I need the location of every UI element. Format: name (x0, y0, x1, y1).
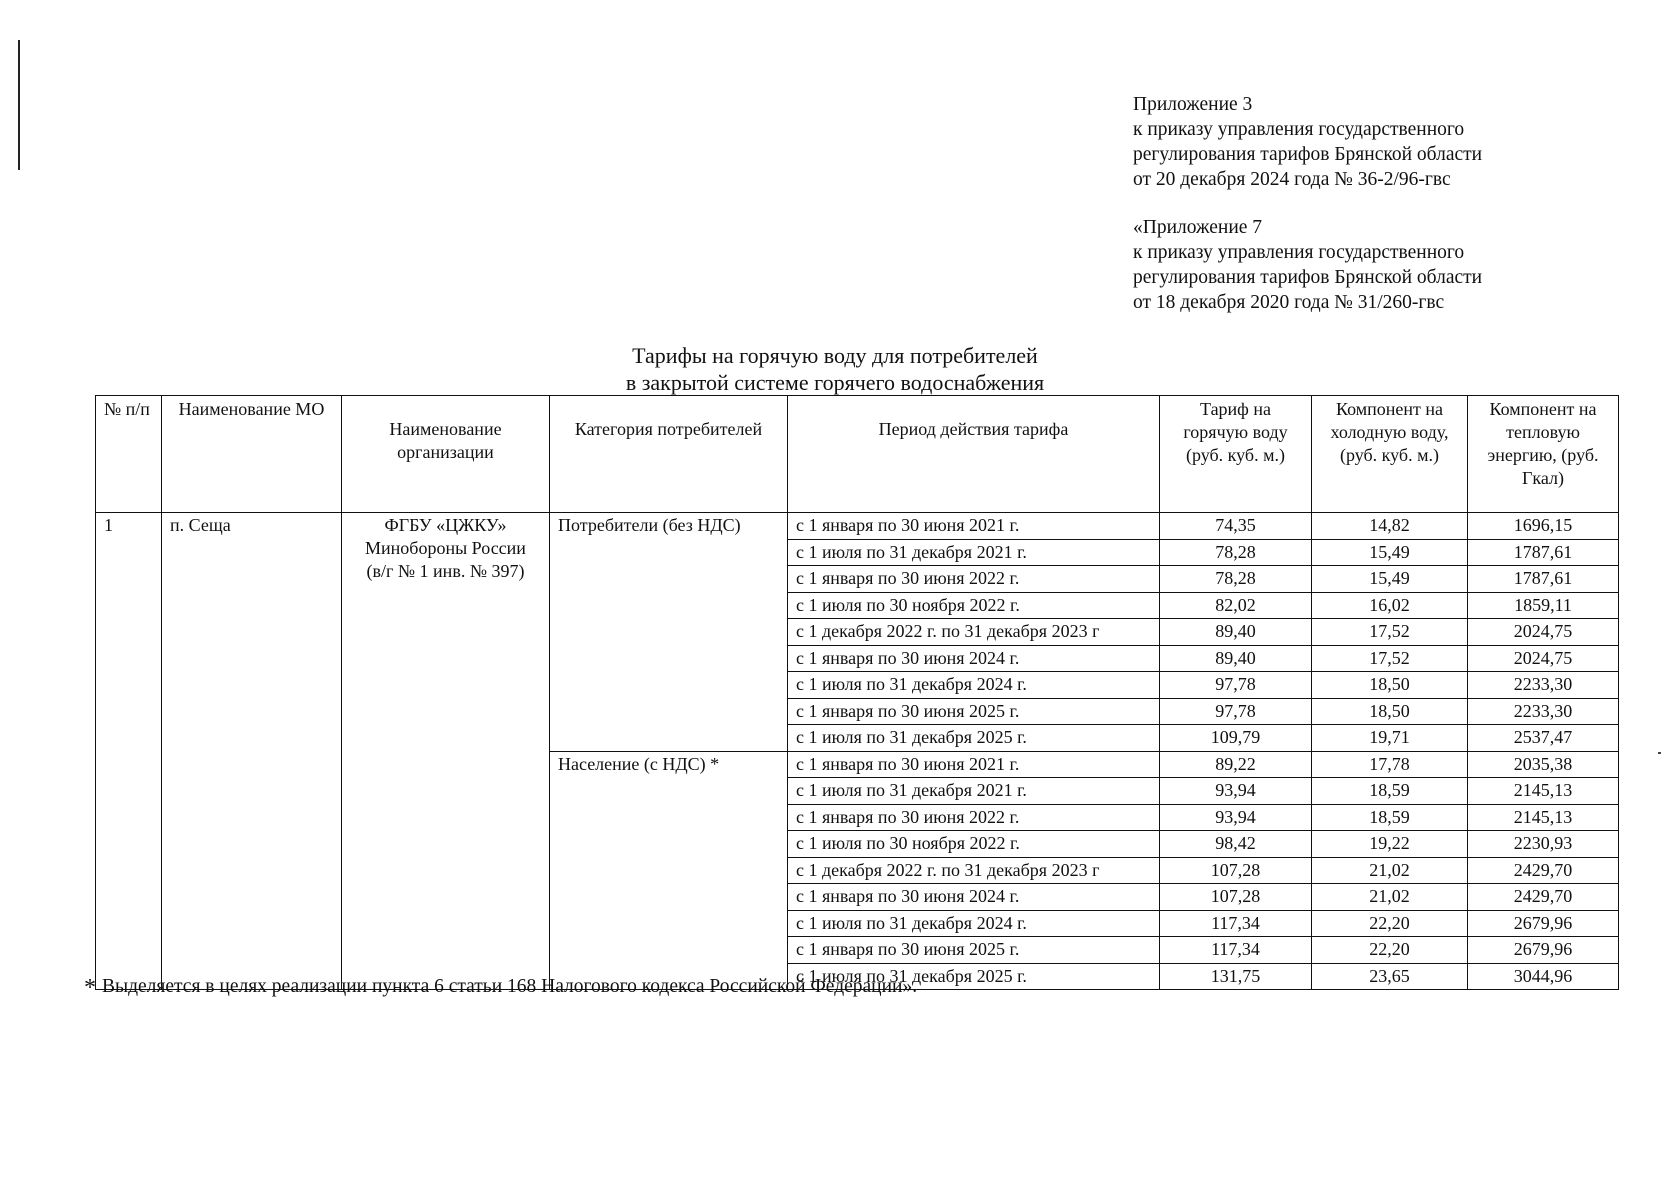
cold-water-component: 15,49 (1312, 539, 1468, 566)
consumer-category: Потребители (без НДС) (550, 513, 788, 752)
cold-water-component: 17,52 (1312, 645, 1468, 672)
tariff-value: 107,28 (1160, 884, 1312, 911)
cold-water-component: 19,71 (1312, 725, 1468, 752)
organization-name (342, 513, 550, 990)
tariff-period: с 1 января по 30 июня 2024 г. (788, 884, 1160, 911)
cold-water-component: 16,02 (1312, 592, 1468, 619)
tariff-period: с 1 июля по 31 декабря 2021 г. (788, 778, 1160, 805)
tariff-value: 93,94 (1160, 804, 1312, 831)
header-cold-component: Компонент на холодную воду, (руб. куб. м.) (1312, 396, 1468, 513)
tariff-value: 78,28 (1160, 539, 1312, 566)
appendix-line: «Приложение 7 (1133, 217, 1263, 238)
tariff-value: 117,34 (1160, 937, 1312, 964)
cold-water-component: 15,49 (1312, 566, 1468, 593)
tariff-value: 89,22 (1160, 751, 1312, 778)
cold-water-component: 17,78 (1312, 751, 1468, 778)
title-line: в закрытой системе горячего водоснабжения (625, 370, 1045, 395)
tariff-value: 89,40 (1160, 619, 1312, 646)
header-index: № п/п (96, 396, 162, 513)
appendix-line: от 18 декабря 2020 года № 31/260-гвс (1133, 292, 1445, 313)
tariff-value: 97,78 (1160, 698, 1312, 725)
cold-water-component: 14,82 (1312, 513, 1468, 540)
heat-energy-component: 2145,13 (1468, 778, 1619, 805)
heat-energy-component: 2024,75 (1468, 619, 1619, 646)
organization-line: (в/г № 1 инв. № 397) (366, 561, 525, 581)
cold-water-component: 18,50 (1312, 698, 1468, 725)
heat-energy-component: 2429,70 (1468, 884, 1619, 911)
cold-water-component: 18,50 (1312, 672, 1468, 699)
tariff-value: 78,28 (1160, 566, 1312, 593)
table-header-row (96, 396, 1619, 513)
heat-energy-component: 2035,38 (1468, 751, 1619, 778)
tariff-period: с 1 января по 30 июня 2021 г. (788, 513, 1160, 540)
cold-water-component: 21,02 (1312, 857, 1468, 884)
cold-water-component: 18,59 (1312, 778, 1468, 805)
appendix-line: регулирования тарифов Брянской области (1133, 144, 1483, 165)
table-body (96, 513, 1619, 990)
tariff-period: с 1 января по 30 июня 2025 г. (788, 698, 1160, 725)
appendix-line: к приказу управления государственного (1133, 119, 1465, 140)
tariff-value: 117,34 (1160, 910, 1312, 937)
title-line: Тарифы на горячую воду для потребителей (632, 343, 1038, 368)
cold-water-component: 19,22 (1312, 831, 1468, 858)
appendix-line: от 20 декабря 2024 года № 36-2/96-гвс (1133, 169, 1451, 190)
footnote-text: Выделяется в целях реализации пункта 6 статьи 168 Налогового кодекса Российской Федерации». (102, 976, 918, 997)
tariff-period: с 1 июля по 31 декабря 2024 г. (788, 672, 1160, 699)
heat-energy-component: 3044,96 (1468, 963, 1619, 990)
heat-energy-component: 2537,47 (1468, 725, 1619, 752)
heat-energy-component: 2233,30 (1468, 672, 1619, 699)
tariff-period: с 1 января по 30 июня 2024 г. (788, 645, 1160, 672)
tariff-period: с 1 июля по 31 декабря 2024 г. (788, 910, 1160, 937)
tariff-period: с 1 июля по 30 ноября 2022 г. (788, 831, 1160, 858)
consumer-category: Население (с НДС) * (550, 751, 788, 990)
cold-water-component: 23,65 (1312, 963, 1468, 990)
heat-energy-component: 1787,61 (1468, 566, 1619, 593)
row-index: 1 (96, 513, 162, 990)
tariff-period: с 1 января по 30 июня 2022 г. (788, 804, 1160, 831)
tariff-period: с 1 декабря 2022 г. по 31 декабря 2023 г (788, 619, 1160, 646)
organization-line: Минобороны России (365, 538, 526, 558)
header-tariff: Тариф на горячую воду (руб. куб. м.) (1160, 396, 1312, 513)
cold-water-component: 22,20 (1312, 910, 1468, 937)
tariff-value: 89,40 (1160, 645, 1312, 672)
heat-energy-component: 2230,93 (1468, 831, 1619, 858)
cold-water-component: 17,52 (1312, 619, 1468, 646)
tariff-value: 109,79 (1160, 725, 1312, 752)
tariff-period: с 1 января по 30 июня 2022 г. (788, 566, 1160, 593)
header-organization: Наименование организации (342, 396, 550, 513)
scan-margin-line (18, 40, 20, 170)
heat-energy-component: 1859,11 (1468, 592, 1619, 619)
heat-energy-component: 1696,15 (1468, 513, 1619, 540)
scan-dot (1658, 752, 1661, 754)
tariff-value: 93,94 (1160, 778, 1312, 805)
tariff-value: 107,28 (1160, 857, 1312, 884)
footnote-star: * (84, 975, 96, 1001)
municipality-name: п. Сеща (162, 513, 342, 990)
tariff-period: с 1 июля по 31 декабря 2025 г. (788, 963, 1160, 990)
cold-water-component: 21,02 (1312, 884, 1468, 911)
cold-water-component: 18,59 (1312, 804, 1468, 831)
header-municipality: Наименование МО (162, 396, 342, 513)
appendix-header-original (1133, 215, 1482, 315)
heat-energy-component: 2145,13 (1468, 804, 1619, 831)
tariff-period: с 1 июля по 31 декабря 2025 г. (788, 725, 1160, 752)
heat-energy-component: 2679,96 (1468, 910, 1619, 937)
heat-energy-component: 2679,96 (1468, 937, 1619, 964)
appendix-line: Приложение 3 (1133, 94, 1253, 115)
tariff-period: с 1 декабря 2022 г. по 31 декабря 2023 г (788, 857, 1160, 884)
tariff-period: с 1 января по 30 июня 2025 г. (788, 937, 1160, 964)
heat-energy-component: 2024,75 (1468, 645, 1619, 672)
tariff-value: 97,78 (1160, 672, 1312, 699)
header-category: Категория потребителей (550, 396, 788, 513)
heat-energy-component: 2429,70 (1468, 857, 1619, 884)
appendix-line: к приказу управления государственного (1133, 242, 1465, 263)
tariff-value: 131,75 (1160, 963, 1312, 990)
heat-energy-component: 1787,61 (1468, 539, 1619, 566)
tariff-period: с 1 июля по 30 ноября 2022 г. (788, 592, 1160, 619)
tariff-period: с 1 января по 30 июня 2021 г. (788, 751, 1160, 778)
tariff-value: 98,42 (1160, 831, 1312, 858)
tariff-table (95, 395, 1619, 990)
cold-water-component: 22,20 (1312, 937, 1468, 964)
appendix-line: регулирования тарифов Брянской области (1133, 267, 1483, 288)
header-heat-component: Компонент на тепловую энергию, (руб. Гкал) (1468, 396, 1619, 513)
tariff-period: с 1 июля по 31 декабря 2021 г. (788, 539, 1160, 566)
document-title (560, 342, 1110, 396)
header-period: Период действия тарифа (788, 396, 1160, 513)
footnote (84, 975, 917, 1002)
organization-line: ФГБУ «ЦЖКУ» (384, 515, 507, 535)
tariff-value: 82,02 (1160, 592, 1312, 619)
appendix-header-current (1133, 92, 1482, 192)
table-row (96, 513, 1619, 540)
tariff-value: 74,35 (1160, 513, 1312, 540)
heat-energy-component: 2233,30 (1468, 698, 1619, 725)
